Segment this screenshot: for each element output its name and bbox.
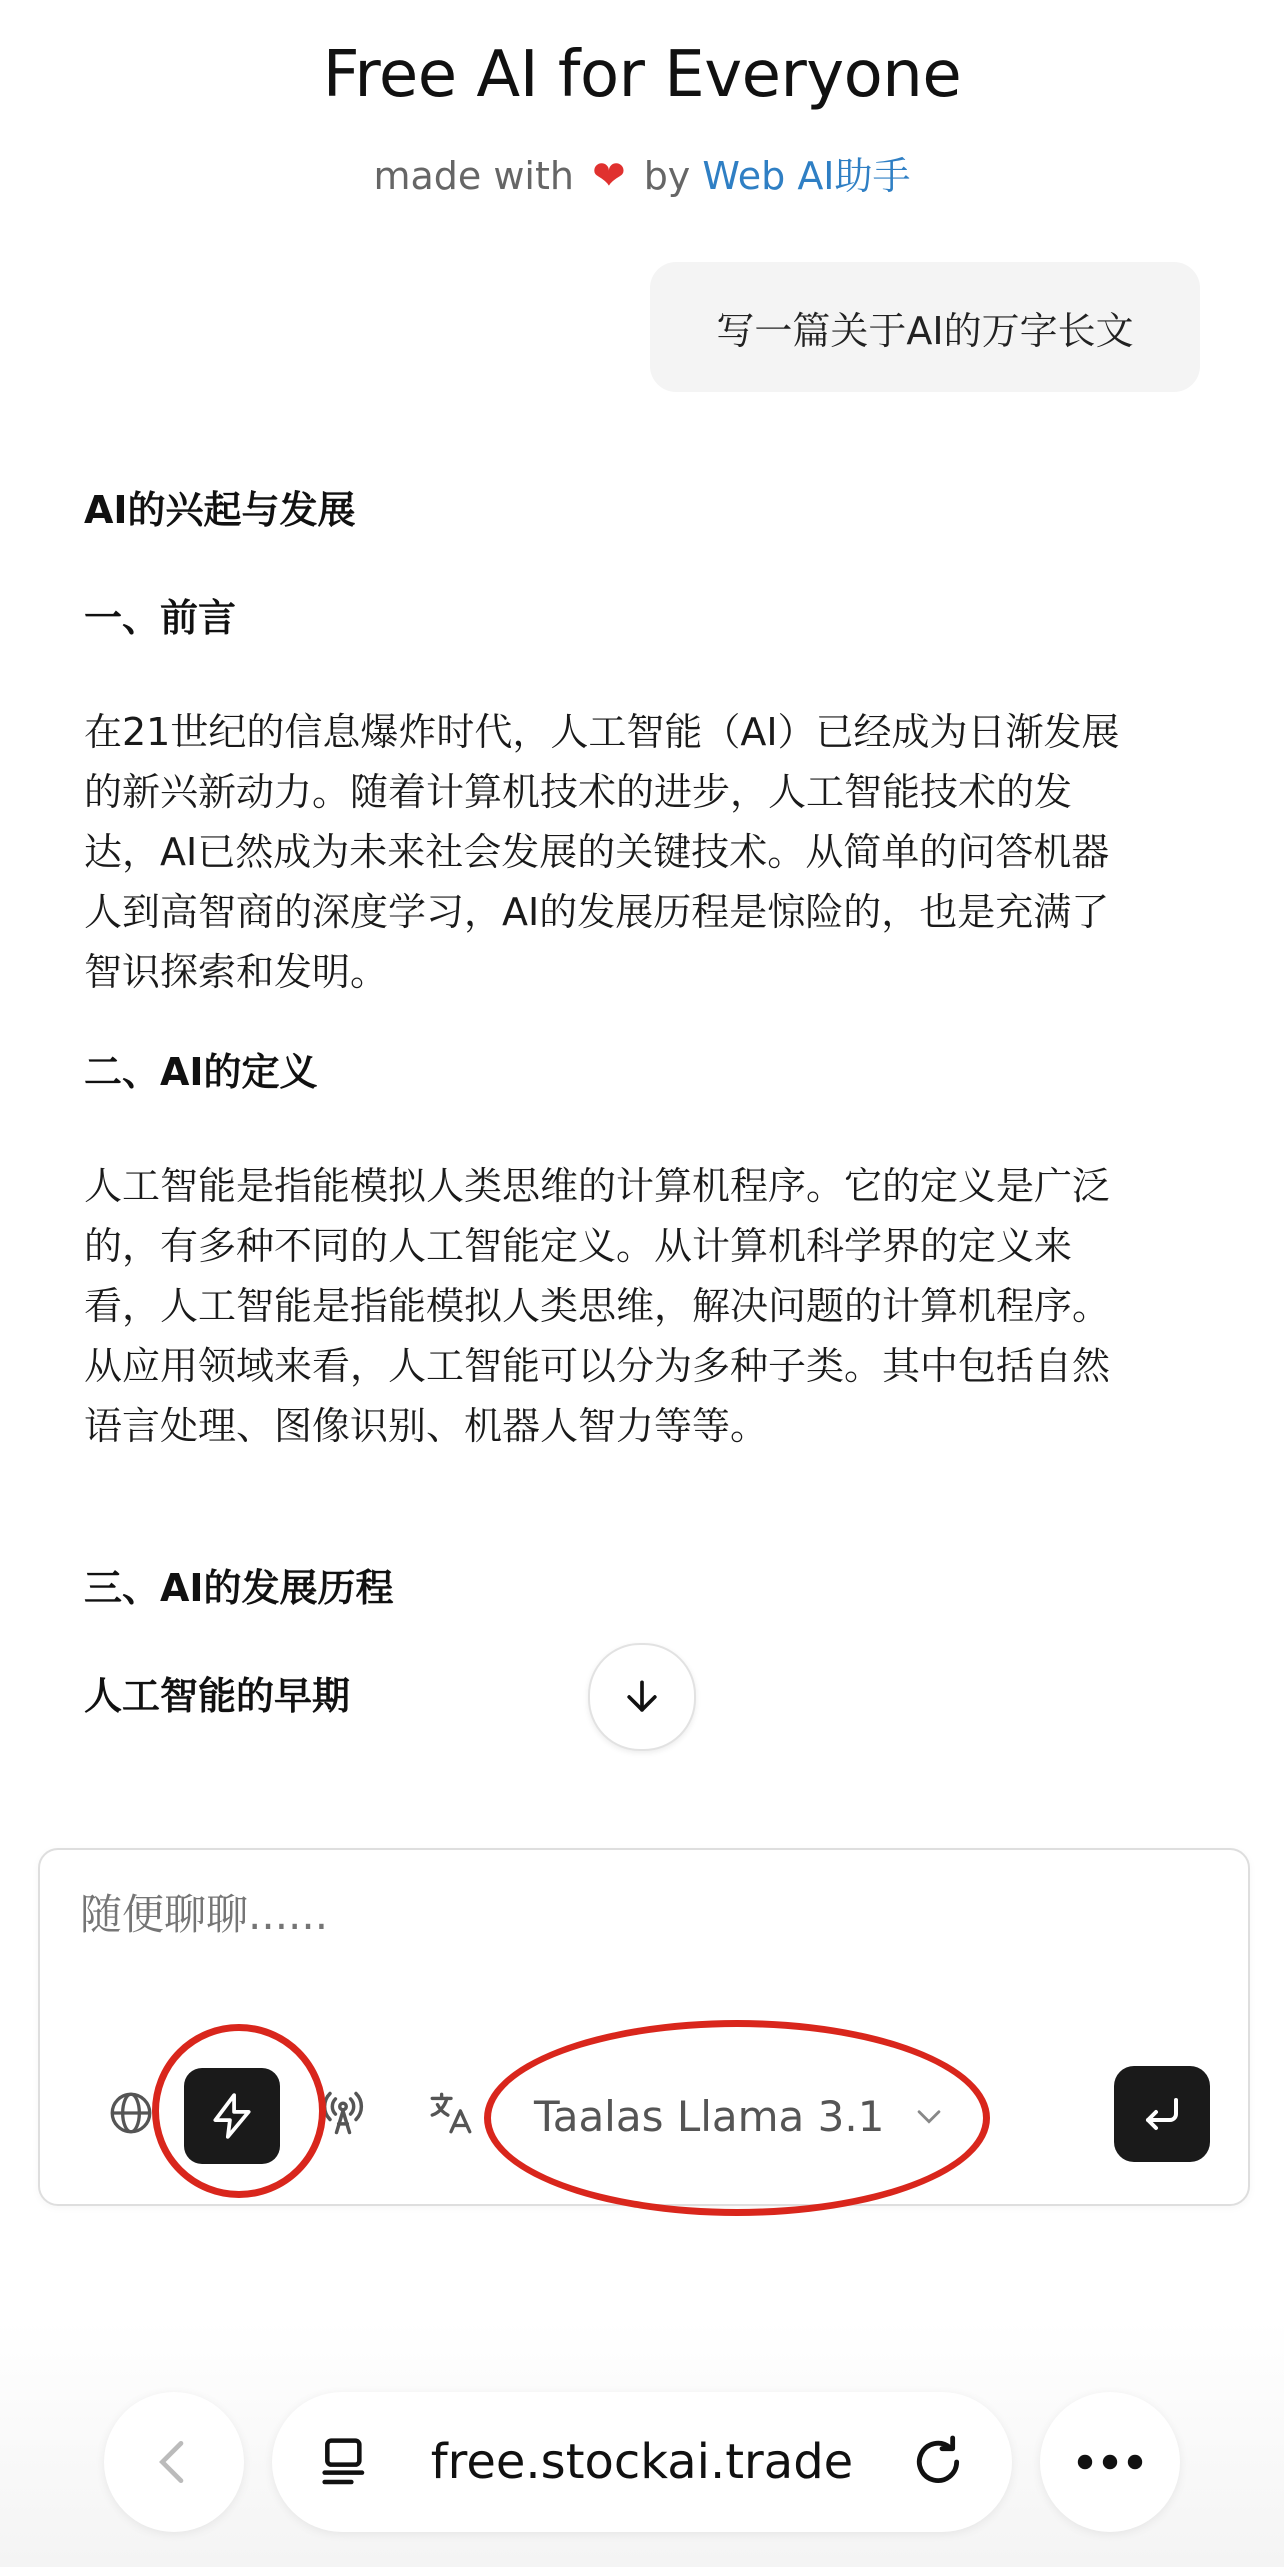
back-button[interactable] [104,2392,244,2532]
made-with-text: made with [373,154,574,198]
section-heading: 一、前言 [84,596,237,640]
arrow-down-icon [620,1675,664,1719]
scroll-to-bottom-button[interactable] [588,1643,696,1751]
section-paragraph: 在21世纪的信息爆炸时代，人工智能（AI）已经成为日渐发展的新兴新动力。随着计算机技术的进步，人工智能技术的发达，AI已然成为未来社会发展的关键技术。从简单的问答机器人到高智商的深度学习，AI的发展历程是惊险的，也是充满了智识探索和发明。 [84,710,1120,994]
translate-button[interactable] [416,2078,486,2148]
translate-icon [426,2088,476,2138]
section-paragraph: 人工智能是指能模拟人类思维的计算机程序。它的定义是广泛的，有多种不同的人工智能定义。从计算机科学界的定义来看，人工智能是指能模拟人类思维，解决问题的计算机程序。从应用领域来看，人工智能可以分为多种子类。其中包括自然语言处理、图像识别、机器人智力等等。 [84,1164,1111,1448]
user-message-bubble: 写一篇关于AI的万字长文 [650,262,1200,392]
section-heading: 二、AI的定义 [84,1050,318,1094]
section-heading: 三、AI的发展历程 [84,1566,394,1610]
send-button[interactable] [1114,2066,1210,2162]
model-selector[interactable] [534,2076,946,2156]
more-dots-icon [1075,2452,1145,2472]
chat-composer [38,1848,1250,2206]
brand-link[interactable]: Web AI助手 [702,154,911,198]
chat-input[interactable] [78,1878,1082,1950]
by-text: by [643,154,691,198]
globe-icon [106,2088,156,2138]
address-bar[interactable] [272,2392,1012,2532]
bolt-icon [207,2091,257,2141]
more-options-button[interactable] [1040,2392,1180,2532]
enter-icon [1138,2090,1186,2138]
broadcast-button[interactable] [308,2078,378,2148]
model-name: Taalas Llama 3.1 [534,2091,885,2141]
chevron-left-icon [146,2434,202,2490]
chevron-down-icon [912,2099,946,2133]
heart-icon: ❤ [592,153,626,199]
radio-tower-icon [317,2087,369,2139]
subtitle [0,145,1284,200]
page-title: Free AI for Everyone [322,38,962,112]
answer-title: AI的兴起与发展 [84,488,356,532]
web-search-button[interactable] [96,2078,166,2148]
reload-icon[interactable] [906,2430,970,2494]
subsection-heading: 人工智能的早期 [84,1674,351,1718]
url-text: free.stockai.trade [430,2434,854,2490]
fast-mode-button[interactable] [184,2068,280,2164]
